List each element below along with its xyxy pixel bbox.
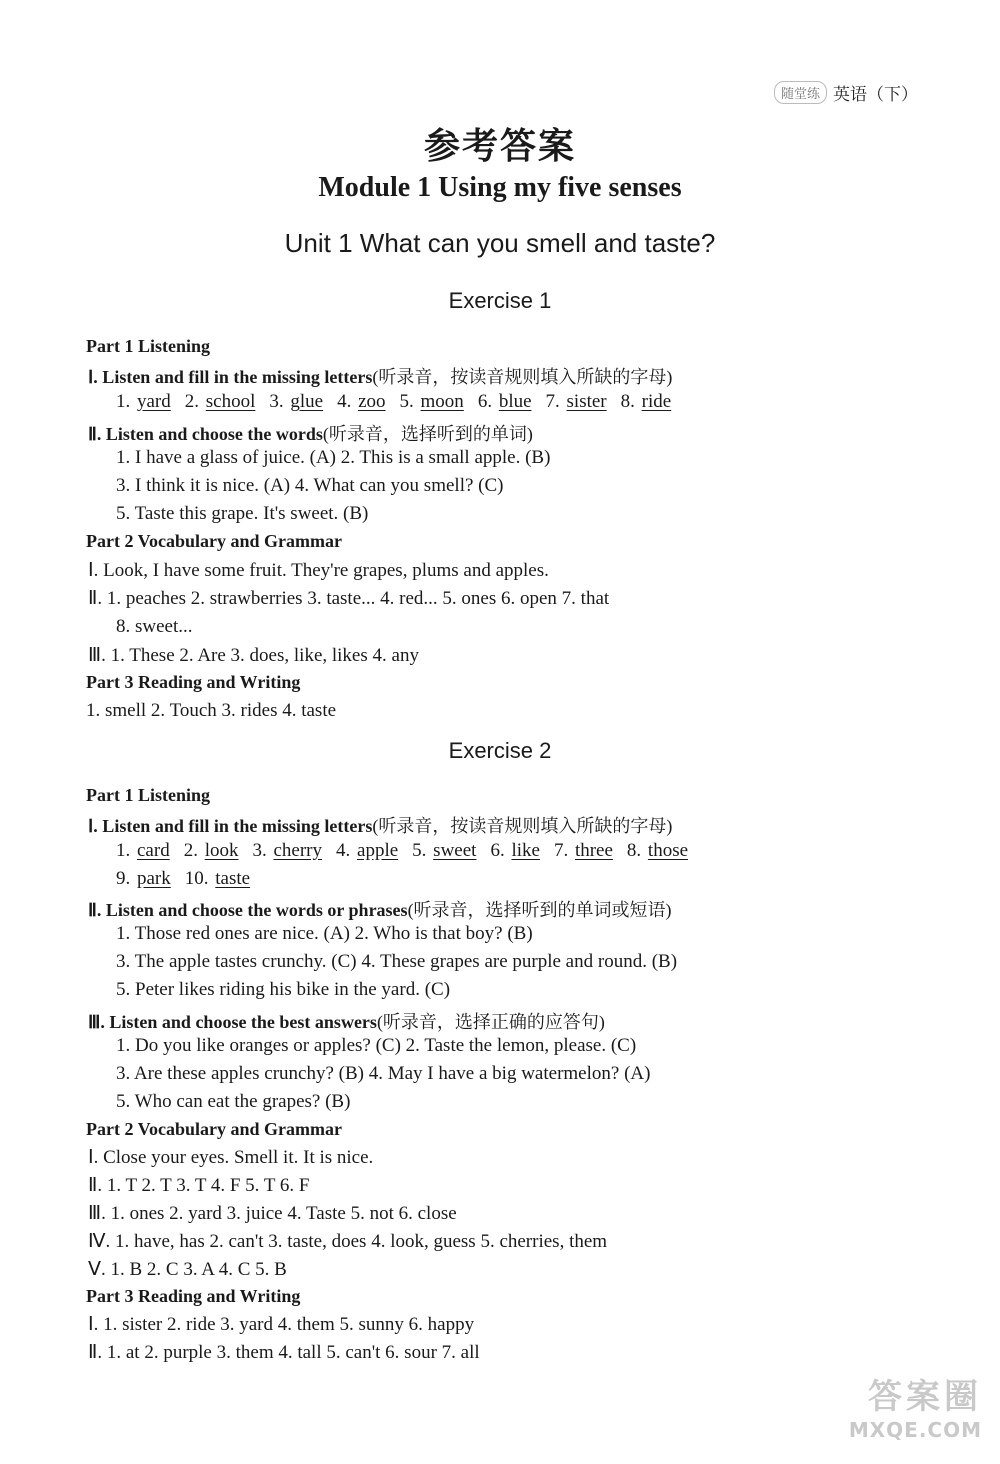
- subject-label: 英语（下）: [833, 85, 918, 105]
- site-watermark: [849, 1369, 982, 1442]
- ex1-sec1-answer: 2. school: [184, 391, 256, 412]
- ex2-part2-heading: Part 2 Vocabulary and Grammar: [86, 1119, 342, 1139]
- ex2-part3-heading: Part 3 Reading and Writing: [86, 1286, 301, 1306]
- ex2-p3-line1: Ⅰ. 1. sister 2. ride 3. yard 4. them 5. sunny 6. happy: [88, 1314, 475, 1335]
- ex2-sec2-line2: 3. The apple tastes crunchy. (C) 4. These grapes are purple and round. (B): [116, 951, 678, 972]
- ex1-sec1-answer: 7. sister: [545, 391, 607, 412]
- ex2-sec1-answer: 9. park: [116, 868, 171, 889]
- ex2-sec1-title: Ⅰ. Listen and fill in the missing letters: [88, 816, 373, 836]
- ex1-part3-heading: Part 3 Reading and Writing: [86, 672, 301, 692]
- ex1-section1-heading: [88, 363, 672, 389]
- exercise-2-heading: Exercise 2: [448, 738, 552, 763]
- page-header: [774, 80, 918, 105]
- ex1-sec1-answers: [116, 391, 685, 413]
- ex2-sec1-answer: 5. sweet: [412, 840, 477, 861]
- ex2-sec1-answer: 4. apple: [336, 840, 399, 861]
- page-title: 参考答案: [423, 126, 576, 167]
- ex2-p2-line1: Ⅰ. Close your eyes. Smell it. It is nice.: [88, 1147, 374, 1168]
- ex2-part1-heading: Part 1 Listening: [86, 785, 210, 805]
- ex2-sec1-answer: 2. look: [183, 840, 239, 861]
- ex1-sec2-line3: 5. Taste this grape. It's sweet. (B): [116, 503, 369, 524]
- ex2-p2-line2: Ⅱ. 1. T 2. T 3. T 4. F 5. T 6. F: [88, 1175, 310, 1196]
- ex1-sec2-note: (听录音，选择听到的单词): [322, 424, 533, 444]
- ex2-sec3-title: Ⅲ. Listen and choose the best answers: [88, 1012, 377, 1032]
- ex2-sec1-answer: 7. three: [553, 840, 613, 861]
- ex1-section2-heading: [88, 420, 533, 446]
- ex1-sec1-note: (听录音，按读音规则填入所缺的字母): [372, 367, 673, 387]
- exercise-1-heading: Exercise 1: [448, 288, 552, 313]
- ex1-sec1-answer: 3. glue: [269, 391, 324, 412]
- ex2-sec1-answer: 6. like: [490, 840, 540, 861]
- ex2-section3-heading: [88, 1008, 605, 1034]
- series-logo: 随堂练: [774, 81, 827, 104]
- ex2-sec1-answer: 1. card: [116, 840, 170, 861]
- ex2-sec2-line3: 5. Peter likes riding his bike in the yard. (C): [116, 979, 451, 1000]
- ex1-part1-heading: Part 1 Listening: [86, 336, 210, 356]
- ex2-section1-heading: [88, 812, 672, 838]
- ex2-sec2-line1: 1. Those red ones are nice. (A) 2. Who is that boy? (B): [116, 923, 533, 944]
- ex2-sec3-line2: 3. Are these apples crunchy? (B) 4. May I have a big watermelon? (A): [116, 1063, 651, 1084]
- ex2-sec1-answer: 3. cherry: [252, 840, 323, 861]
- ex1-sec2-title: Ⅱ. Listen and choose the words: [88, 424, 323, 444]
- ex2-p2-line4: Ⅳ. 1. have, has 2. can't 3. taste, does 4. look, guess 5. cherries, them: [88, 1231, 608, 1252]
- ex1-sec2-line2: 3. I think it is nice. (A) 4. What can you smell? (C): [116, 475, 504, 496]
- ex2-sec1-answers-row1: [116, 840, 702, 862]
- ex1-p2-line4: Ⅲ. 1. These 2. Are 3. does, like, likes 4. any: [88, 645, 419, 666]
- ex2-sec1-answer: 10. taste: [184, 868, 251, 889]
- ex2-sec1-answer: 8. those: [626, 840, 689, 861]
- ex2-section2-heading: [88, 896, 672, 922]
- ex1-p2-line2: Ⅱ. 1. peaches 2. strawberries 3. taste... 4. red... 5. ones 6. open 7. that: [88, 588, 610, 609]
- ex2-sec1-note: (听录音，按读音规则填入所缺的字母): [372, 816, 673, 836]
- module-heading: Module 1 Using my five senses: [318, 172, 682, 203]
- ex2-sec3-line1: 1. Do you like oranges or apples? (C) 2. Taste the lemon, please. (C): [116, 1035, 637, 1056]
- ex1-sec2-line1: 1. I have a glass of juice. (A) 2. This is a small apple. (B): [116, 447, 551, 468]
- ex2-sec2-title: Ⅱ. Listen and choose the words or phrases: [88, 900, 408, 920]
- ex2-sec2-note: (听录音，选择听到的单词或短语): [407, 900, 672, 920]
- ex1-sec1-answer: 6. blue: [477, 391, 532, 412]
- ex1-sec1-answer: 8. ride: [620, 391, 672, 412]
- ex2-p2-line5: Ⅴ. 1. B 2. C 3. A 4. C 5. B: [88, 1259, 287, 1280]
- ex1-sec1-answer: 1. yard: [116, 391, 171, 412]
- ex2-sec3-note: (听录音，选择正确的应答句): [376, 1012, 605, 1032]
- ex2-sec1-answers-row2: [116, 868, 264, 890]
- ex2-p2-line3: Ⅲ. 1. ones 2. yard 3. juice 4. Taste 5. not 6. close: [88, 1203, 457, 1224]
- watermark-url: MXQE.COM: [848, 1418, 982, 1442]
- ex1-part2-heading: Part 2 Vocabulary and Grammar: [86, 531, 342, 551]
- ex1-p3-line1: 1. smell 2. Touch 3. rides 4. taste: [86, 700, 337, 721]
- ex1-sec1-answer: 5. moon: [399, 391, 464, 412]
- ex1-sec1-answer: 4. zoo: [337, 391, 386, 412]
- ex2-sec3-line3: 5. Who can eat the grapes? (B): [116, 1091, 351, 1112]
- ex1-p2-line3: 8. sweet...: [116, 616, 193, 637]
- ex2-p3-line2: Ⅱ. 1. at 2. purple 3. them 4. tall 5. can't 6. sour 7. all: [88, 1342, 480, 1363]
- unit-heading: Unit 1 What can you smell and taste?: [284, 228, 716, 258]
- ex1-p2-line1: Ⅰ. Look, I have some fruit. They're grapes, plums and apples.: [88, 560, 549, 581]
- watermark-logo-text: 答案圈: [868, 1377, 982, 1417]
- ex1-sec1-title: Ⅰ. Listen and fill in the missing letters: [88, 367, 373, 387]
